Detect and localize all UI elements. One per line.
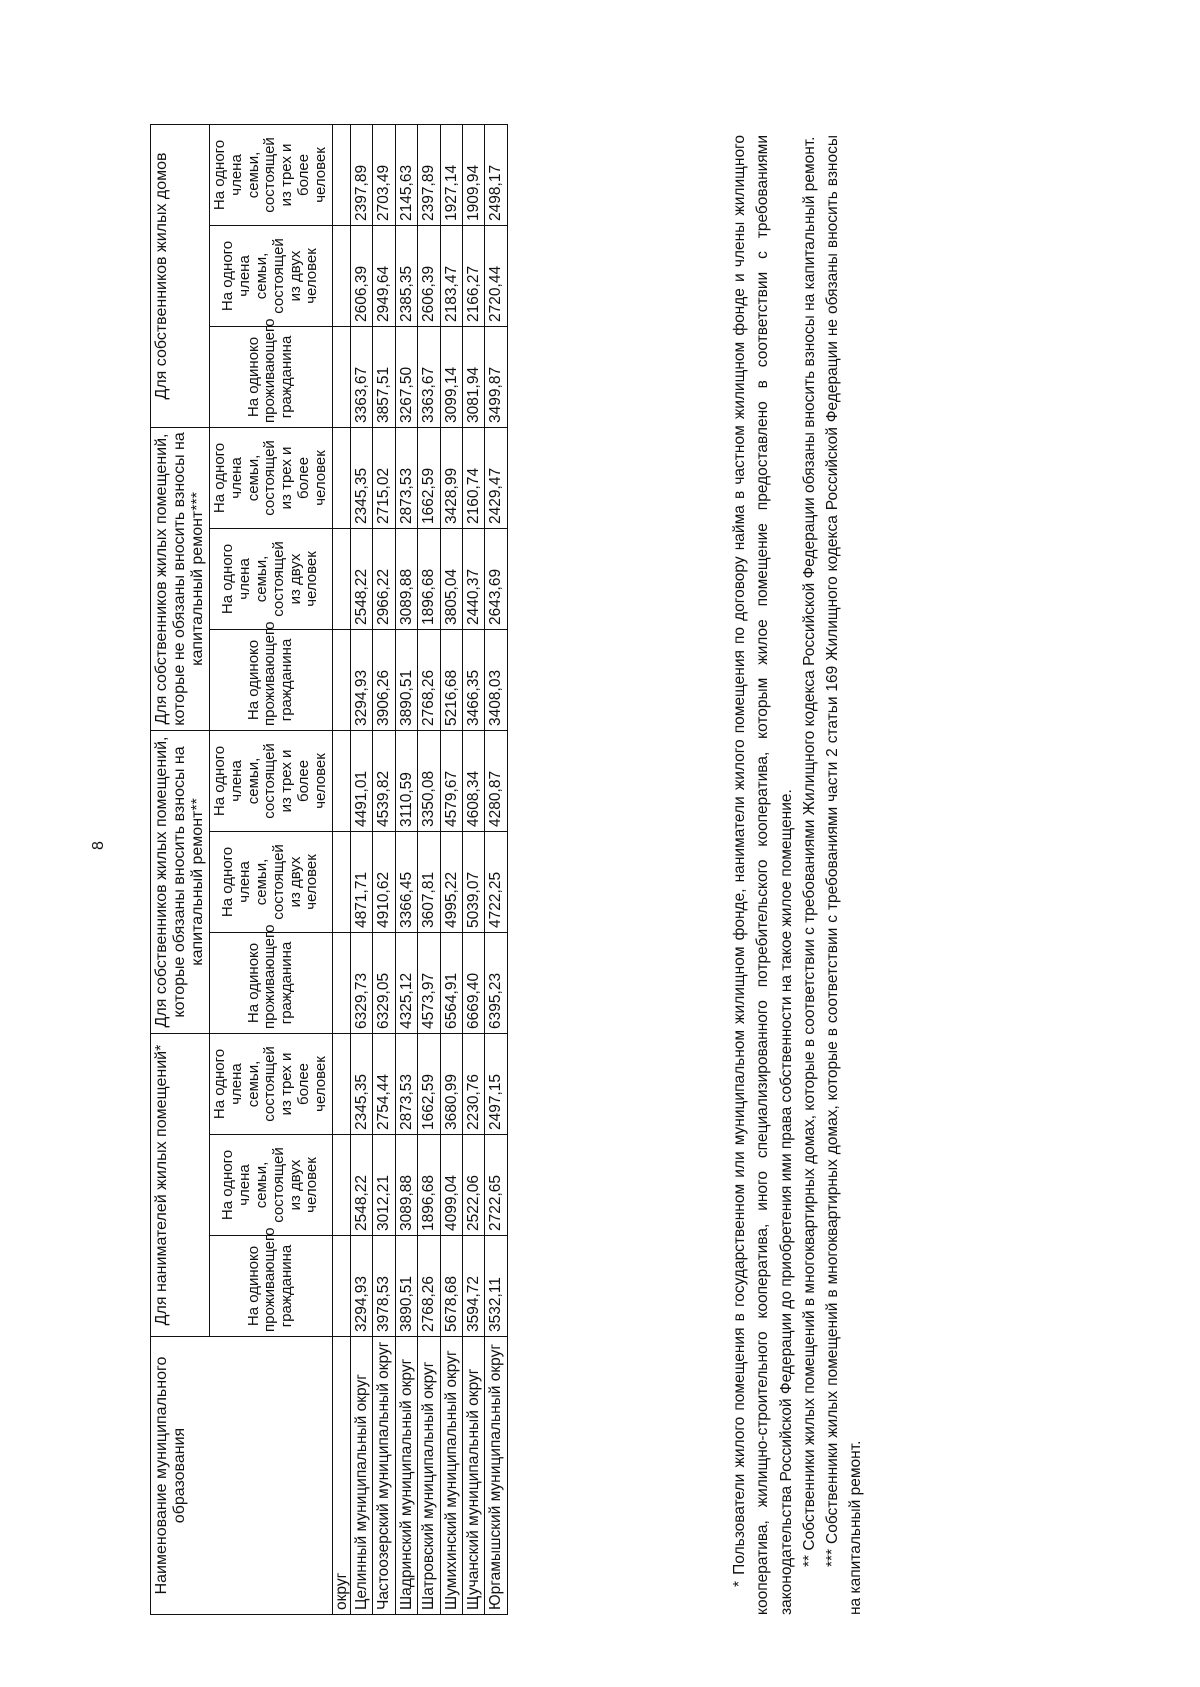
value-cell: 4579,67 [440,730,462,831]
value-cell: 2345,35 [351,427,373,528]
subheader-two-person: На одного члена семьи, состоящей из двух человек [209,1135,332,1236]
value-cell: 2873,53 [395,1033,417,1134]
value-cell: 2522,06 [462,1135,484,1236]
value-cell: 6669,40 [462,932,484,1033]
value-cell: 3532,11 [485,1236,507,1337]
row-name-cell: Шадринский муниципальный округ [395,1337,417,1615]
row-name-cell: Щучанский муниципальный округ [462,1337,484,1615]
value-cell: 2429,47 [485,427,507,528]
footnotes [728,135,868,1615]
value-cell: 2754,44 [373,1033,395,1134]
value-cell: 3294,93 [351,1236,373,1337]
value-cell: 3012,21 [373,1135,395,1236]
value-cell: 3267,50 [395,326,417,427]
value-cell: 2949,64 [373,225,395,326]
value-cell: 5216,68 [440,629,462,730]
group-header-owners-without-repair-fee: Для собственников жилых помещений, которые не обязаны вносить взносы на капитальный ремонт*** [151,427,210,730]
table-row [373,124,395,1614]
value-cell: 3099,14 [440,326,462,427]
value-cell: 2606,39 [351,225,373,326]
value-cell: 4539,82 [373,730,395,831]
value-cell: 4491,01 [351,730,373,831]
value-cell: 3408,03 [485,629,507,730]
value-cell: 4099,04 [440,1135,462,1236]
value-cell: 2768,26 [418,629,440,730]
value-cell: 4280,87 [485,730,507,831]
value-cell: 2722,65 [485,1135,507,1236]
value-cell: 3805,04 [440,528,462,629]
value-cell: 3594,72 [462,1236,484,1337]
value-cell: 2498,17 [485,124,507,225]
subheader-single: На одиноко проживающего гражданина [209,629,332,730]
value-cell: 4910,62 [373,831,395,932]
value-cell: 2397,89 [351,124,373,225]
value-cell: 3978,53 [373,1236,395,1337]
subheader-three-plus: На одного члена семьи, состоящей из трех и более человек [209,124,332,225]
page-number: 8 [90,841,107,850]
table-row [332,124,350,1614]
value-cell: 1909,94 [462,124,484,225]
value-cell: 1896,68 [418,528,440,629]
subheader-single: На одиноко проживающего гражданина [209,932,332,1033]
value-cell: 2966,22 [373,528,395,629]
value-cell: 6329,05 [373,932,395,1033]
value-cell: 3906,26 [373,629,395,730]
footnote-owners-with-repair-fee: ** Собственники жилых помещений в многоквартирных домах, которые в соответствии с требованиями Жилищного кодекса Российской Федерации обязаны вносить взносы на капитальный ремонт. [800,136,818,1567]
value-cell: 2183,47 [440,225,462,326]
value-cell: 4573,97 [418,932,440,1033]
value-cell: 4608,34 [462,730,484,831]
value-cell: 3680,99 [440,1033,462,1134]
value-cell: 2160,74 [462,427,484,528]
value-cell: 2715,02 [373,427,395,528]
value-cell: 1896,68 [418,1135,440,1236]
value-cell: 1927,14 [440,124,462,225]
table-row [485,124,507,1614]
value-cell: 2873,53 [395,427,417,528]
value-cell: 3089,88 [395,528,417,629]
subheader-single: На одиноко проживающего гражданина [209,326,332,427]
subheader-three-plus: На одного члена семьи, состоящей из трех и более человек [209,427,332,528]
value-cell: 3294,93 [351,629,373,730]
value-cell: 2230,76 [462,1033,484,1134]
value-cell: 2497,15 [485,1033,507,1134]
subheader-three-plus: На одного члена семьи, состоящей из трех и более человек [209,730,332,831]
value-cell: 5678,68 [440,1236,462,1337]
value-cell: 2345,35 [351,1033,373,1134]
value-cell: 2440,37 [462,528,484,629]
subheader-single: На одиноко проживающего гражданина [209,1236,332,1337]
value-cell: 2768,26 [418,1236,440,1337]
value-cell: 2548,22 [351,528,373,629]
value-cell: 3428,99 [440,427,462,528]
value-cell: 2606,39 [418,225,440,326]
value-cell: 2703,49 [373,124,395,225]
value-cell: 3857,51 [373,326,395,427]
table-row [351,124,373,1614]
subheader-three-plus: На одного члена семьи, состоящей из трех и более человек [209,1033,332,1134]
group-header-tenants: Для нанимателей жилых помещений* [151,1033,210,1336]
value-cell: 3363,67 [351,326,373,427]
subheader-two-person: На одного члена семьи, состоящей из двух человек [209,225,332,326]
value-cell: 1662,59 [418,1033,440,1134]
row-name-cell: Юргамышский муниципальный округ [485,1337,507,1615]
value-cell: 2720,44 [485,225,507,326]
value-cell: 2643,69 [485,528,507,629]
table-row [418,124,440,1614]
value-cell: 3110,59 [395,730,417,831]
group-header-house-owners: Для собственников жилых домов [151,124,210,427]
value-cell: 4871,71 [351,831,373,932]
value-cell: 6329,73 [351,932,373,1033]
value-cell: 3366,45 [395,831,417,932]
table-row [395,124,417,1614]
value-cell: 3890,51 [395,1236,417,1337]
value-cell: 6564,91 [440,932,462,1033]
subheader-two-person: На одного члена семьи, состоящей из двух человек [209,831,332,932]
value-cell: 3499,87 [485,326,507,427]
row-name-cell: Целинный муниципальный округ [351,1337,373,1615]
row-name-cell: Частоозерский муниципальный округ [373,1337,395,1615]
row-name-cell: Шатровский муниципальный округ [418,1337,440,1615]
subheader-two-person: На одного члена семьи, состоящей из двух человек [209,528,332,629]
row-name-cell: Шумихинский муниципальный округ [440,1337,462,1615]
value-cell: 3890,51 [395,629,417,730]
value-cell: 2548,22 [351,1135,373,1236]
value-cell: 1662,59 [418,427,440,528]
tariff-table [150,124,508,1615]
value-cell: 2397,89 [418,124,440,225]
footnote-tenants: * Пользователи жилого помещения в государственном или муниципальном жилищном фонде, наниматели жилого помещения по договору найма в частном жилищном фонде и члены жилищного кооператива, жилищно-строительного кооператива, иного специализированного потребительского кооператива, которым жилое помещение предоставлено в соответствии с требованиями законодательства Российской Федерации до приобретения ими права собственности на такое жилое помещение. [731,135,795,1615]
table-row [462,124,484,1614]
rotated-page-content [150,115,1050,1615]
value-cell: 3466,35 [462,629,484,730]
value-cell: 2166,27 [462,225,484,326]
column-header-municipality: Наименование муниципального образования [151,1337,333,1615]
value-cell: 3350,08 [418,730,440,831]
value-cell: 4722,25 [485,831,507,932]
value-cell: 4325,12 [395,932,417,1033]
group-header-owners-with-repair-fee: Для собственников жилых помещений, которые обязаны вносить взносы на капитальный ремонт** [151,730,210,1033]
row-name-cell: округ [332,1337,350,1615]
value-cell: 5039,07 [462,831,484,932]
value-cell: 2385,35 [395,225,417,326]
footnote-owners-without-repair-fee: *** Собственники жилых помещений в многоквартирных домах, которые в соответствии с требованиями части 2 статьи 169 Жилищного кодекса Российской Федерации не обязаны вносить взносы на капитальный ремонт. [824,135,865,1615]
value-cell: 4995,22 [440,831,462,932]
value-cell: 3081,94 [462,326,484,427]
value-cell: 6395,23 [485,932,507,1033]
value-cell: 3089,88 [395,1135,417,1236]
value-cell: 3607,81 [418,831,440,932]
value-cell: 3363,67 [418,326,440,427]
value-cell: 2145,63 [395,124,417,225]
table-row [440,124,462,1614]
